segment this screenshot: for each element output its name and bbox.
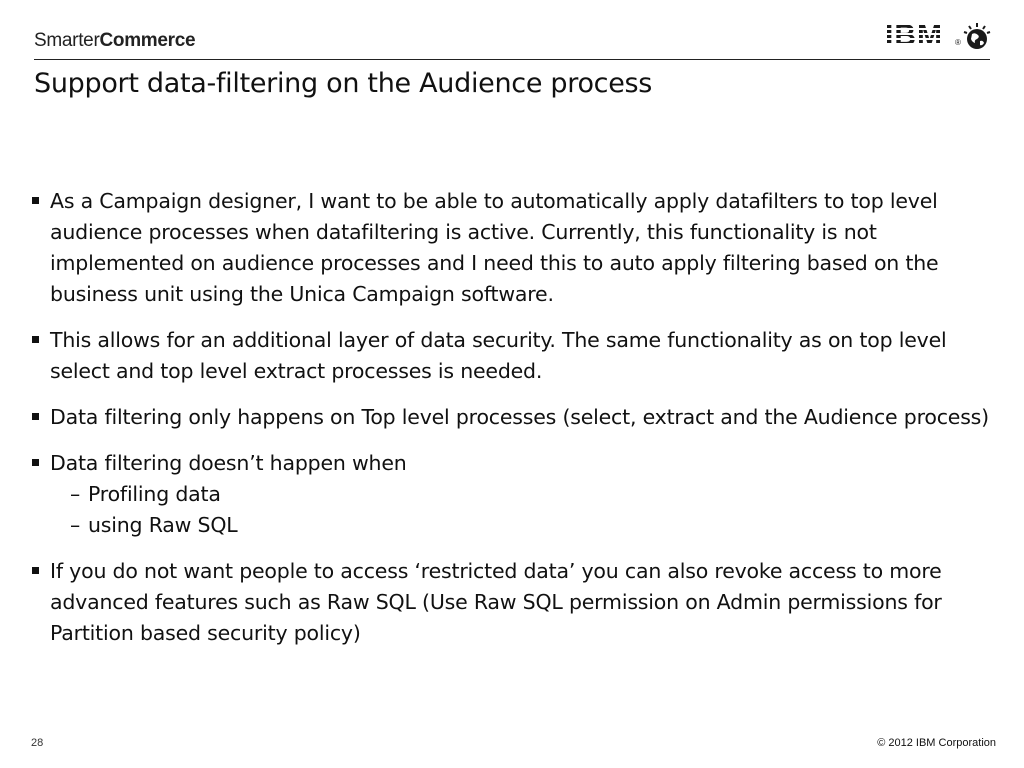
bullet-item: If you do not want people to access ‘restricted data’ you can also revoke access to more advanced features such as Raw SQL (Use Raw SQL permission on Admin permissions for Partition based security policy) [30, 556, 990, 649]
ibm-logo-text: IBM [885, 19, 943, 52]
brand-light-text: Smarter [34, 30, 100, 51]
dash-marker: – [70, 513, 81, 537]
slide-body [30, 186, 990, 664]
sub-bullet-item [30, 479, 990, 510]
copyright-notice: © 2012 IBM Corporation [877, 737, 996, 749]
globe-icon [963, 22, 991, 52]
registered-mark: ® [955, 38, 961, 47]
dash-marker: – [70, 482, 81, 506]
bullet-item: Data filtering only happens on Top level processes (select, extract and the Audience process) [30, 402, 990, 433]
slide-title: Support data-filtering on the Audience process [34, 68, 653, 99]
bullet-item: This allows for an additional layer of data security. The same functionality as on top level select and top level extract processes is needed. [30, 325, 990, 387]
header-divider [34, 59, 990, 60]
sub-bullet-text: using Raw SQL [88, 513, 238, 537]
sub-bullet-text: Profiling data [88, 482, 221, 506]
brand-wordmark [34, 30, 195, 52]
page-number: 28 [31, 737, 44, 749]
sub-bullet-item [30, 510, 990, 541]
brand-bold-text: Commerce [99, 30, 196, 51]
sub-bullet-list [30, 479, 990, 541]
bullet-item: Data filtering doesn’t happen when [30, 448, 990, 479]
ibm-logo [885, 20, 995, 54]
bullet-item: As a Campaign designer, I want to be able to automatically apply datafilters to top level audience processes when datafiltering is active. Currently, this functionality is not implemented on audience processes and I need this to auto apply filtering based on the business unit using the Unica Campaign software. [30, 186, 990, 310]
